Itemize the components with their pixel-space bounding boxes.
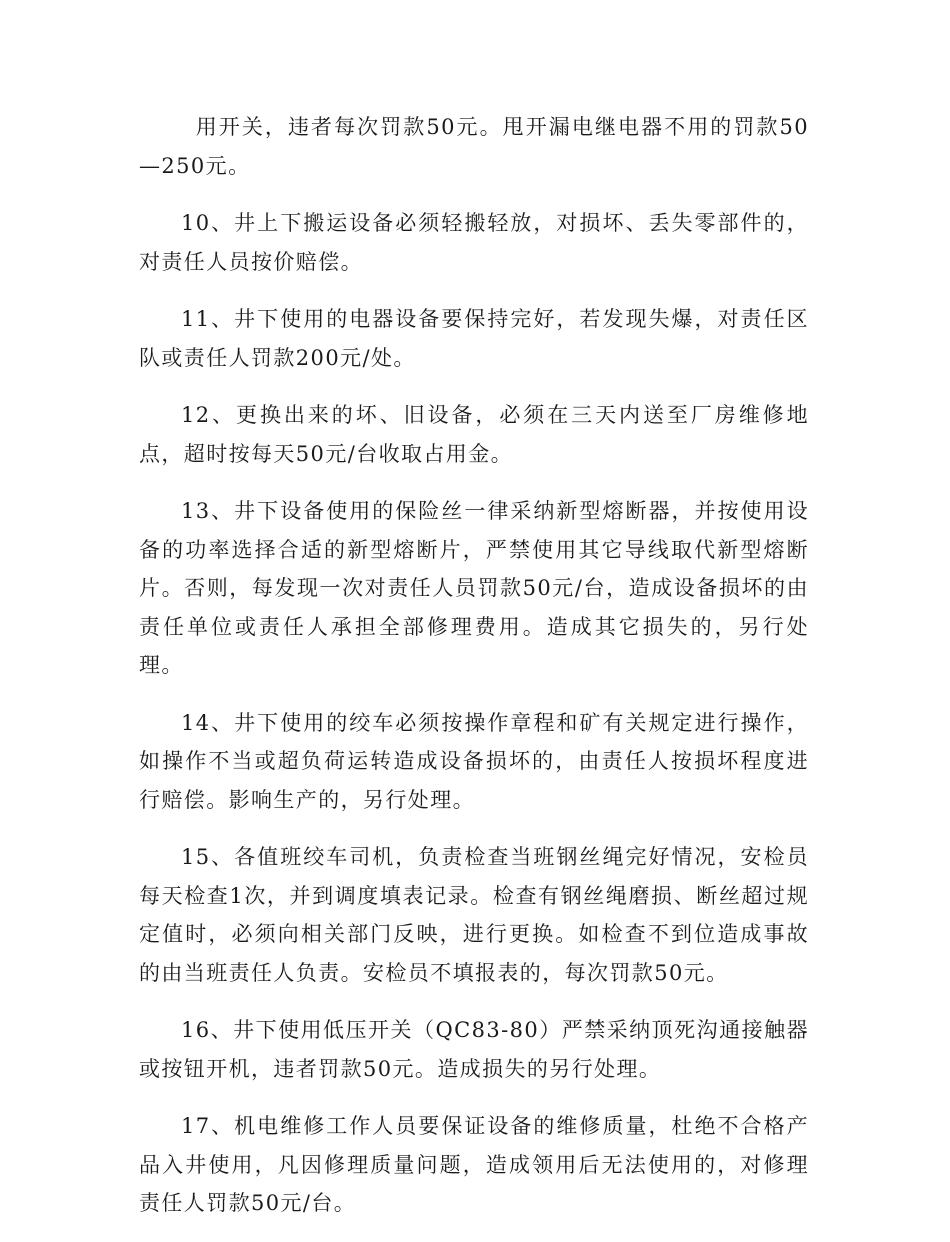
paragraph-item-15: 15、各值班绞车司机，负责检查当班钢丝绳完好情况，安检员每天检查1次，并到调度填表记录。检查有钢丝绳磨损、断丝超过规定值时，必须向相关部门反映，进行更换。如检查不到位造成事故的由当班责任人负责。安检员不填报表的，每次罚款50元。 <box>139 845 809 985</box>
document-body <box>139 108 809 1242</box>
paragraph-continuation: 用开关，违者每次罚款50元。甩开漏电继电器不用的罚款50—250元。 <box>139 115 809 178</box>
paragraph-item-17: 17、机电维修工作人员要保证设备的维修质量，杜绝不合格产品入井使用，凡因修理质量问题，造成领用后无法使用的，对修理责任人罚款50元/台。 <box>139 1114 809 1215</box>
paragraph-item-10: 10、井上下搬运设备必须轻搬轻放，对损坏、丢失零部件的，对责任人员按价赔偿。 <box>139 211 809 274</box>
paragraph-item-12: 12、更换出来的坏、旧设备，必须在三天内送至厂房维修地点，超时按每天50元/台收取占用金。 <box>139 403 809 466</box>
paragraph-item-13: 13、井下设备使用的保险丝一律采纳新型熔断器，并按使用设备的功率选择合适的新型熔断片，严禁使用其它导线取代新型熔断片。否则，每发现一次对责任人员罚款50元/台，造成设备损坏的由责任单位或责任人承担全部修理费用。造成其它损失的，另行处理。 <box>139 499 809 677</box>
paragraph-item-16: 16、井下使用低压开关（QC83-80）严禁采纳顶死沟通接触器或按钮开机，违者罚款50元。造成损失的另行处理。 <box>139 1018 809 1081</box>
paragraph-item-11: 11、井下使用的电器设备要保持完好，若发现失爆，对责任区队或责任人罚款200元/处。 <box>139 307 809 370</box>
paragraph-item-14: 14、井下使用的绞车必须按操作章程和矿有关规定进行操作，如操作不当或超负荷运转造成设备损坏的，由责任人按损坏程度进行赔偿。影响生产的，另行处理。 <box>139 710 809 812</box>
